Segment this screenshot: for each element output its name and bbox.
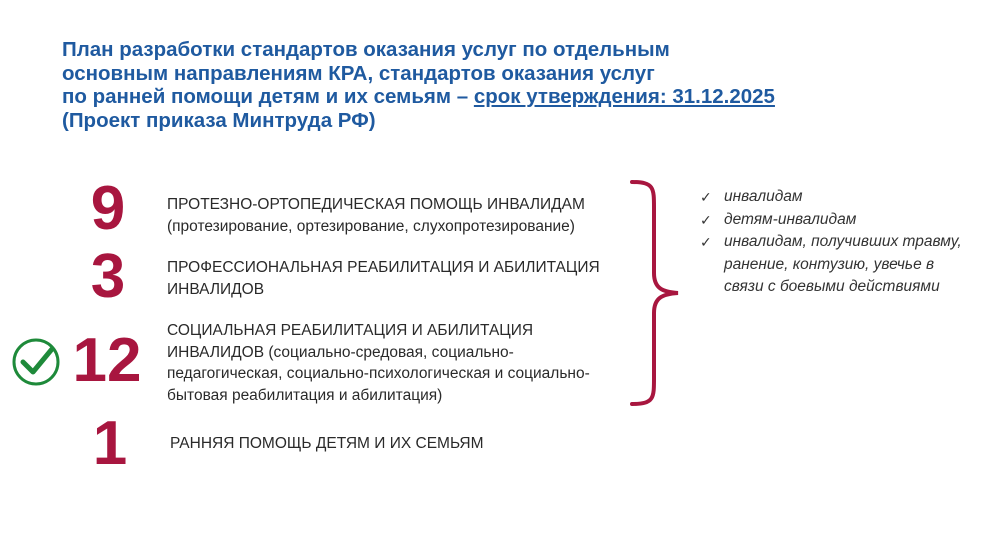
beneficiaries-list — [698, 186, 968, 299]
count-prosthetic: 9 — [90, 174, 126, 243]
row-prosthetic-heading: ПРОТЕЗНО-ОРТОПЕДИЧЕСКАЯ ПОМОЩЬ ИНВАЛИДАМ — [167, 196, 585, 213]
title-line-2: основным направлениям КРА, стандартов оказания услуг — [62, 61, 655, 85]
row-professional-heading: ПРОФЕССИОНАЛЬНАЯ РЕАБИЛИТАЦИЯ И АБИЛИТАЦИЯ — [167, 259, 600, 276]
beneficiary-text: детям-инвалидам — [724, 210, 857, 228]
checkmark-icon: ✓ — [700, 211, 712, 228]
row-early-help — [170, 433, 630, 455]
checkmark-icon: ✓ — [700, 234, 712, 250]
page-title — [62, 38, 942, 132]
count-early-help: 1 — [92, 409, 128, 478]
row-social — [167, 320, 627, 406]
title-line-3 — [62, 85, 942, 109]
row-prosthetic — [167, 194, 627, 237]
checkmark-icon: ✓ — [700, 189, 712, 205]
row-professional-details: ИНВАЛИДОВ — [167, 280, 265, 298]
title-line-1: План разработки стандартов оказания услуг по отдельным — [62, 38, 670, 61]
check-circle-icon — [9, 335, 63, 389]
deadline-text: срок утверждения: 31.12.2025 — [473, 85, 775, 108]
count-social: 12 — [72, 326, 142, 395]
row-social-details: ИНВАЛИДОВ (социально-средовая, социально-педагогическая, социально-психологическая и социально-бытовая реабилитация и абилитация) — [167, 343, 590, 404]
list-item — [698, 209, 968, 232]
row-early-help-heading: РАННЯЯ ПОМОЩЬ ДЕТЯМ И ИХ СЕМЬЯМ — [170, 435, 484, 452]
row-professional — [167, 257, 647, 300]
beneficiary-text: инвалидам — [724, 188, 803, 205]
title-line-4: (Проект приказа Минтруда РФ) — [62, 108, 376, 132]
title-line-3-prefix: по ранней помощи детям и их семьям – — [62, 85, 474, 108]
row-prosthetic-details: (протезирование, ортезирование, слухопротезирование) — [167, 217, 575, 235]
beneficiary-text: инвалидам, получивших травму, ранение, контузию, увечье в связи с боевыми действиями — [724, 233, 962, 295]
row-social-heading: СОЦИАЛЬНАЯ РЕАБИЛИТАЦИЯ И АБИЛИТАЦИЯ — [167, 322, 534, 339]
count-professional: 3 — [90, 242, 126, 311]
right-curly-bracket-icon — [628, 178, 684, 408]
list-item — [698, 186, 968, 209]
list-item — [698, 231, 968, 299]
